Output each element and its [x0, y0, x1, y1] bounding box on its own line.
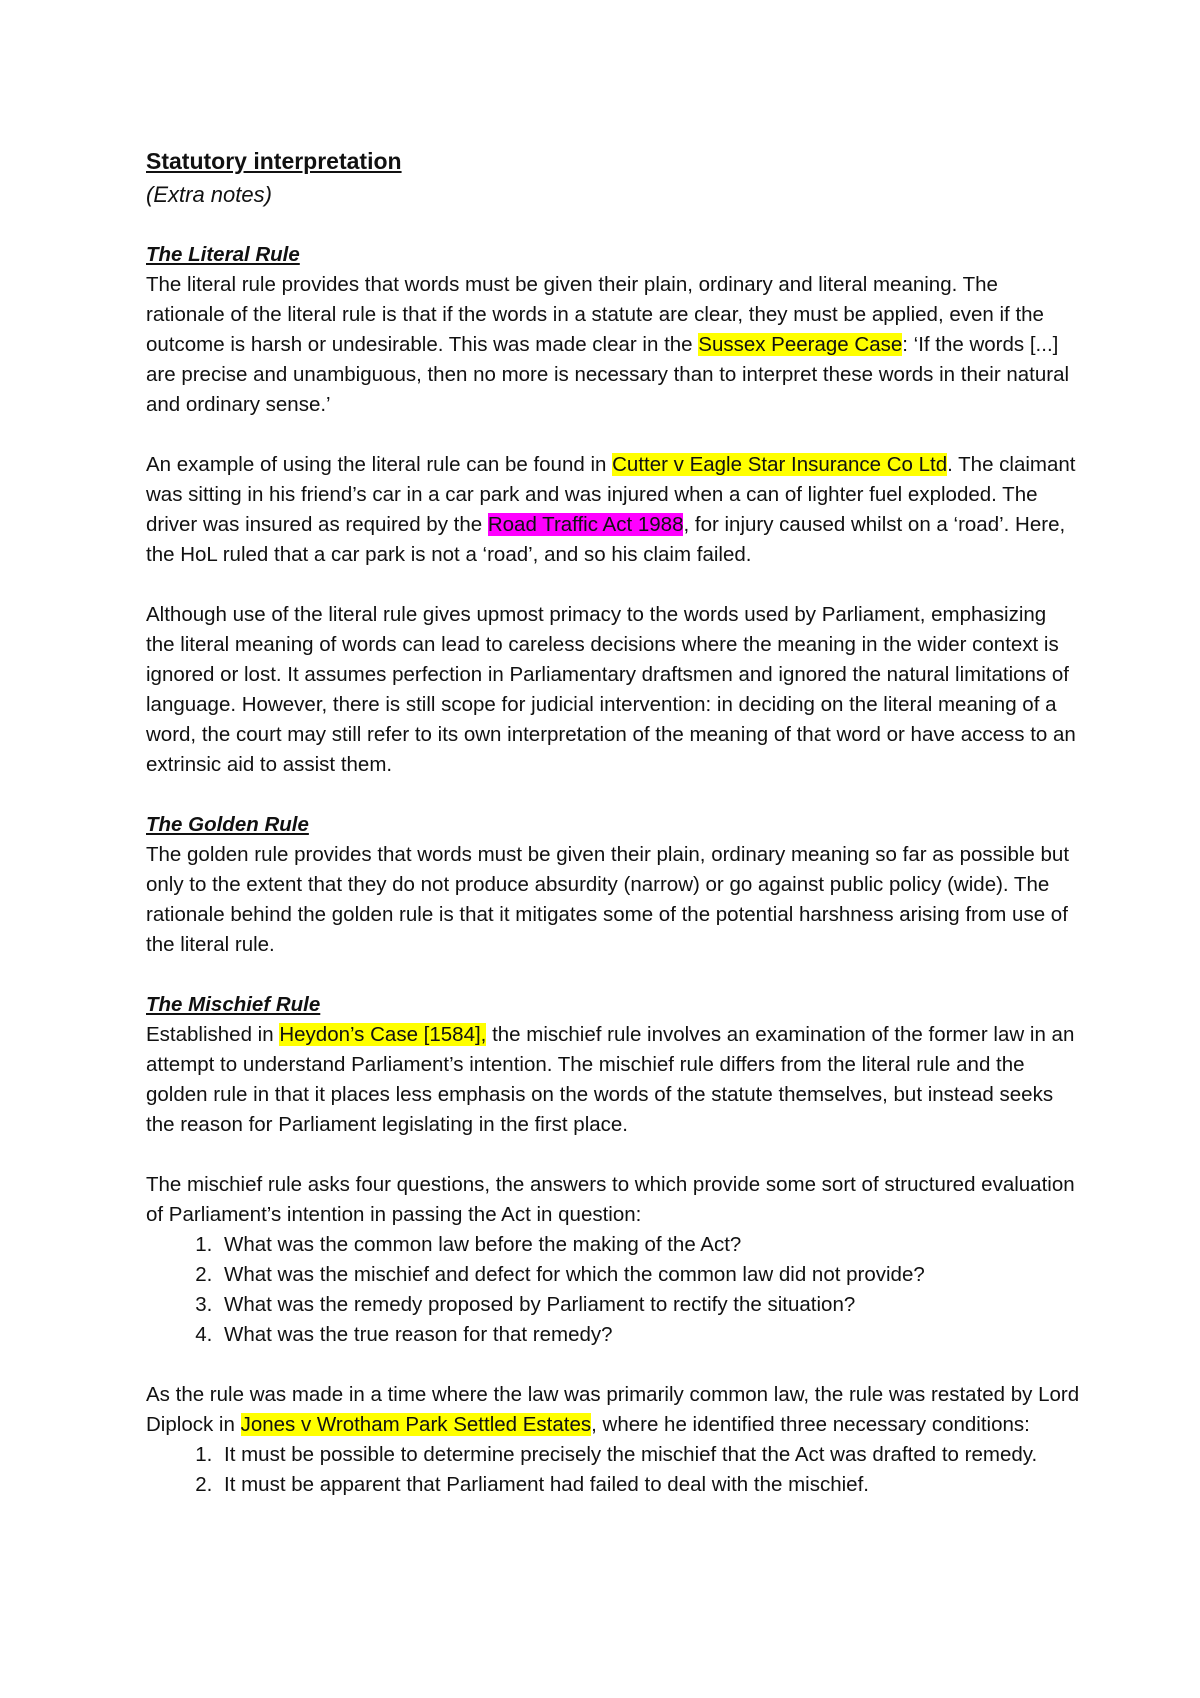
list-item: 2. It must be apparent that Parliament had failed to deal with the mischief. — [218, 1470, 1080, 1500]
literal-paragraph-2 — [146, 450, 1080, 570]
golden-paragraph-1: The golden rule provides that words must be given their plain, ordinary meaning so far as possible but only to the extent that they do not produce absurdity (narrow) or go against public policy (wide). The rationale behind the golden rule is that it mitigates some of the potential harshness arising from use of the literal rule. — [146, 843, 1070, 956]
text-span: , for injury caused whilst on a ‘road’. Here, the HoL ruled that a car park is not a ‘road’, and so his claim failed. — [146, 513, 1066, 566]
text-span: The literal rule provides that words must be given their plain, ordinary and literal meaning. The rationale of the literal rule is that if the words in a statute are clear, they must be applied, even if the outcome is harsh or undesirable. This was made clear in the — [146, 273, 1044, 356]
mischief-questions-list — [146, 1230, 1080, 1350]
mischief-conditions-list — [146, 1440, 1080, 1500]
heading-mischief-rule: The Mischief Rule — [146, 993, 321, 1016]
document-subtitle: (Extra notes) — [146, 182, 272, 207]
literal-paragraph-1 — [146, 270, 1080, 420]
act-highlight-road-traffic: Road Traffic Act 1988 — [487, 513, 684, 536]
list-item: 3. What was the remedy proposed by Parliament to rectify the situation? — [218, 1290, 1080, 1320]
list-item: 1. It must be possible to determine precisely the mischief that the Act was drafted to remedy. — [218, 1440, 1080, 1470]
text-span: As the rule was made in a time where the law was primarily common law, the rule was restated by Lord Diplock in — [146, 1383, 1080, 1436]
case-highlight-sussex-peerage: Sussex Peerage Case — [698, 333, 903, 356]
text-span: An example of using the literal rule can be found in — [146, 453, 613, 476]
mischief-paragraph-1 — [146, 1020, 1080, 1140]
document-title: Statutory interpretation — [146, 148, 402, 174]
mischief-paragraph-2: The mischief rule asks four questions, the answers to which provide some sort of structured evaluation of Parliament’s intention in passing the Act in question: — [146, 1173, 1075, 1226]
case-highlight-jones: Jones v Wrotham Park Settled Estates — [240, 1413, 592, 1436]
text-span: , where he identified three necessary conditions: — [591, 1413, 1030, 1436]
text-span: the mischief rule involves an examination of the former law in an attempt to understand Parliament’s intention. The mischief rule differs from the literal rule and the golden rule in that it places less emphasis on the words of the statute themselves, but instead seeks the reason for Parliament legislating in the first place. — [146, 1023, 1075, 1136]
mischief-paragraph-3 — [146, 1380, 1080, 1440]
section-literal-rule — [146, 240, 1080, 780]
case-highlight-cutter: Cutter v Eagle Star Insurance Co Ltd — [612, 453, 948, 476]
text-span: . The claimant was sitting in his friend’s car in a car park and was injured when a can of lighter fuel exploded. The driver was insured as required by the — [146, 453, 1076, 536]
list-item: 2. What was the mischief and defect for which the common law did not provide? — [218, 1260, 1080, 1290]
text-span: : ‘If the words [...] are precise and unambiguous, then no more is necessary than to interpret these words in their natural and ordinary sense.’ — [146, 333, 1070, 416]
section-golden-rule — [146, 810, 1080, 960]
case-highlight-heydon: Heydon’s Case [1584], — [279, 1023, 487, 1046]
text-span: Established in — [146, 1023, 280, 1046]
heading-literal-rule: The Literal Rule — [146, 243, 300, 266]
literal-paragraph-3: Although use of the literal rule gives upmost primacy to the words used by Parliament, emphasizing the literal meaning of words can lead to careless decisions where the meaning in the wider context is ignored or lost. It assumes perfection in Parliamentary draftsmen and ignored the natural limitations of language. However, there is still scope for judicial intervention: in deciding on the literal meaning of a word, the court may still refer to its own interpretation of the meaning of that word or have access to an extrinsic aid to assist them. — [146, 603, 1076, 776]
section-mischief-rule — [146, 990, 1080, 1500]
list-item: 1. What was the common law before the making of the Act? — [218, 1230, 1080, 1260]
list-item: 4. What was the true reason for that remedy? — [218, 1320, 1080, 1350]
document-page — [146, 144, 1080, 1500]
heading-golden-rule: The Golden Rule — [146, 813, 309, 836]
